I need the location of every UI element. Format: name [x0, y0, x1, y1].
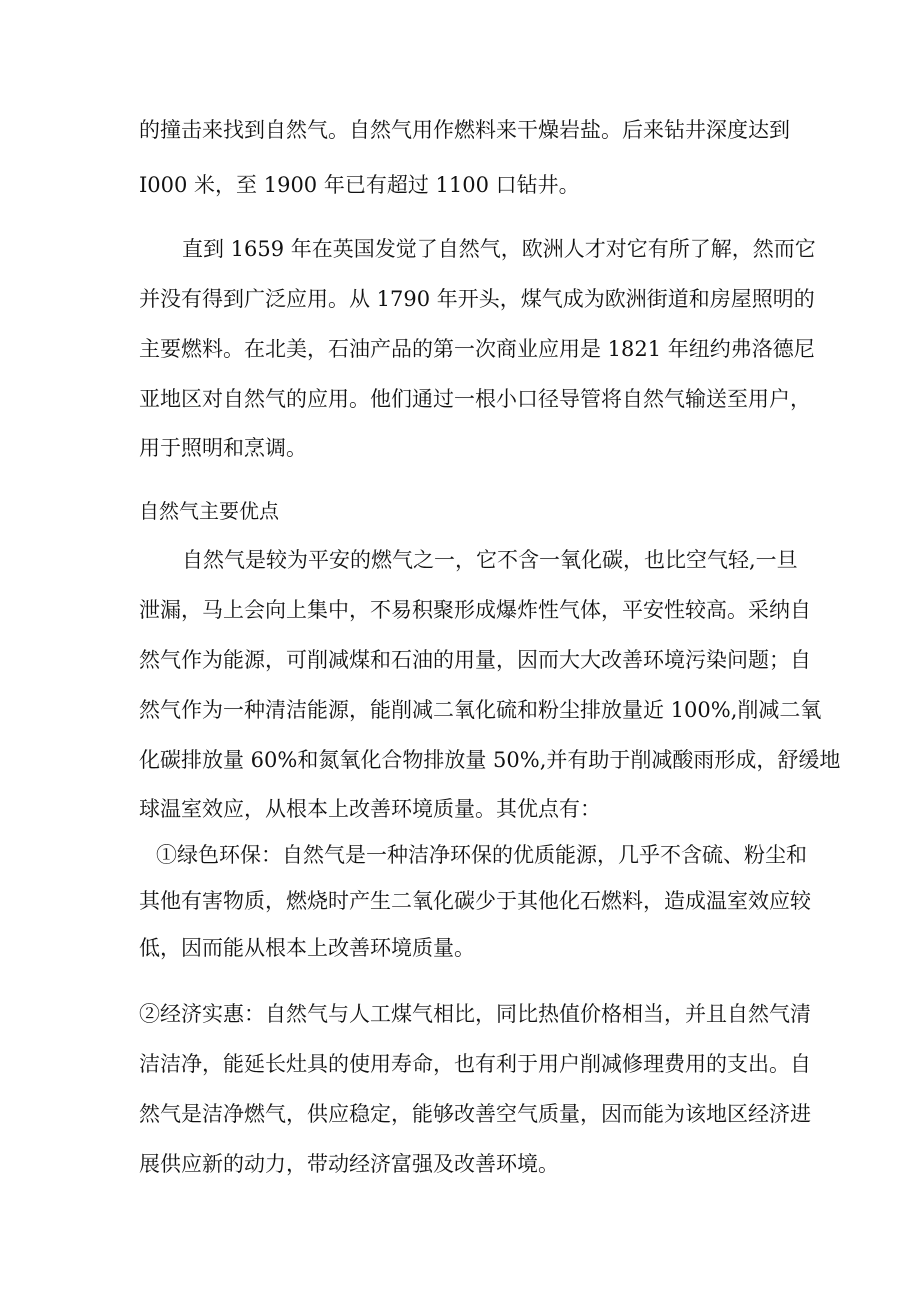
text-line: 亚地区对自然气的应用。他们通过一根小口径导管将自然气输送至用户，	[139, 387, 811, 411]
list-item-text: ②经济实惠：自然气与人工煤气相比，同比热值价格相当，并且自然气清	[139, 1002, 811, 1026]
text-line: 主要燃料。在北美，石油产品的第一次商业应用是 1821 年纽约弗洛德尼	[139, 337, 815, 361]
text-line: 展供应新的动力，带动经济富强及改善环境。	[139, 1152, 559, 1176]
text-line: 化碳排放量 60%和氮氧化合物排放量 50%,并有助于削减酸雨形成，舒缓地	[139, 748, 841, 772]
text-line: 用于照明和烹调。	[139, 436, 307, 460]
section-heading: 自然气主要优点	[139, 499, 279, 523]
text-line: 然气是洁净燃气，供应稳定，能够改善空气质量，因而能为该地区经济进	[139, 1102, 811, 1126]
text-line: 低，因而能从根本上改善环境质量。	[139, 936, 475, 960]
list-item-text: ①绿色环保：自然气是一种洁净环保的优质能源，几乎不含硫、粉尘和	[156, 843, 807, 867]
text-line: 泄漏，马上会向上集中，不易积聚形成爆炸性气体，平安性较高。采纳自	[139, 598, 811, 622]
text-line: 洁洁净，能延长灶具的使用寿命，也有利于用户削减修理费用的支出。自	[139, 1052, 811, 1076]
text-line: 球温室效应，从根本上改善环境质量。其优点有：	[139, 797, 601, 821]
text-line: 然气作为能源，可削减煤和石油的用量，因而大大改善环境污染问题；自	[139, 648, 811, 672]
text-line: 其他有害物质，燃烧时产生二氧化碳少于其他化石燃料，造成温室效应较	[139, 889, 811, 913]
text-line: 并没有得到广泛应用。从 1790 年开头，煤气成为欧洲街道和房屋照明的	[139, 287, 815, 311]
text-line: 的撞击来找到自然气。自然气用作燃料来干燥岩盐。后来钻井深度达到	[139, 118, 790, 142]
text-line: I000 米，至 1900 年已有超过 1100 口钻井。	[139, 173, 580, 197]
text-line: 直到 1659 年在英国发觉了自然气，欧洲人才对它有所了解，然而它	[182, 237, 816, 261]
text-line: 自然气是较为平安的燃气之一，它不含一氧化碳，也比空气轻,一旦	[182, 548, 798, 572]
text-line: 然气作为一种清洁能源，能削减二氧化硫和粉尘排放量近 100%,削减二氧	[139, 698, 822, 722]
